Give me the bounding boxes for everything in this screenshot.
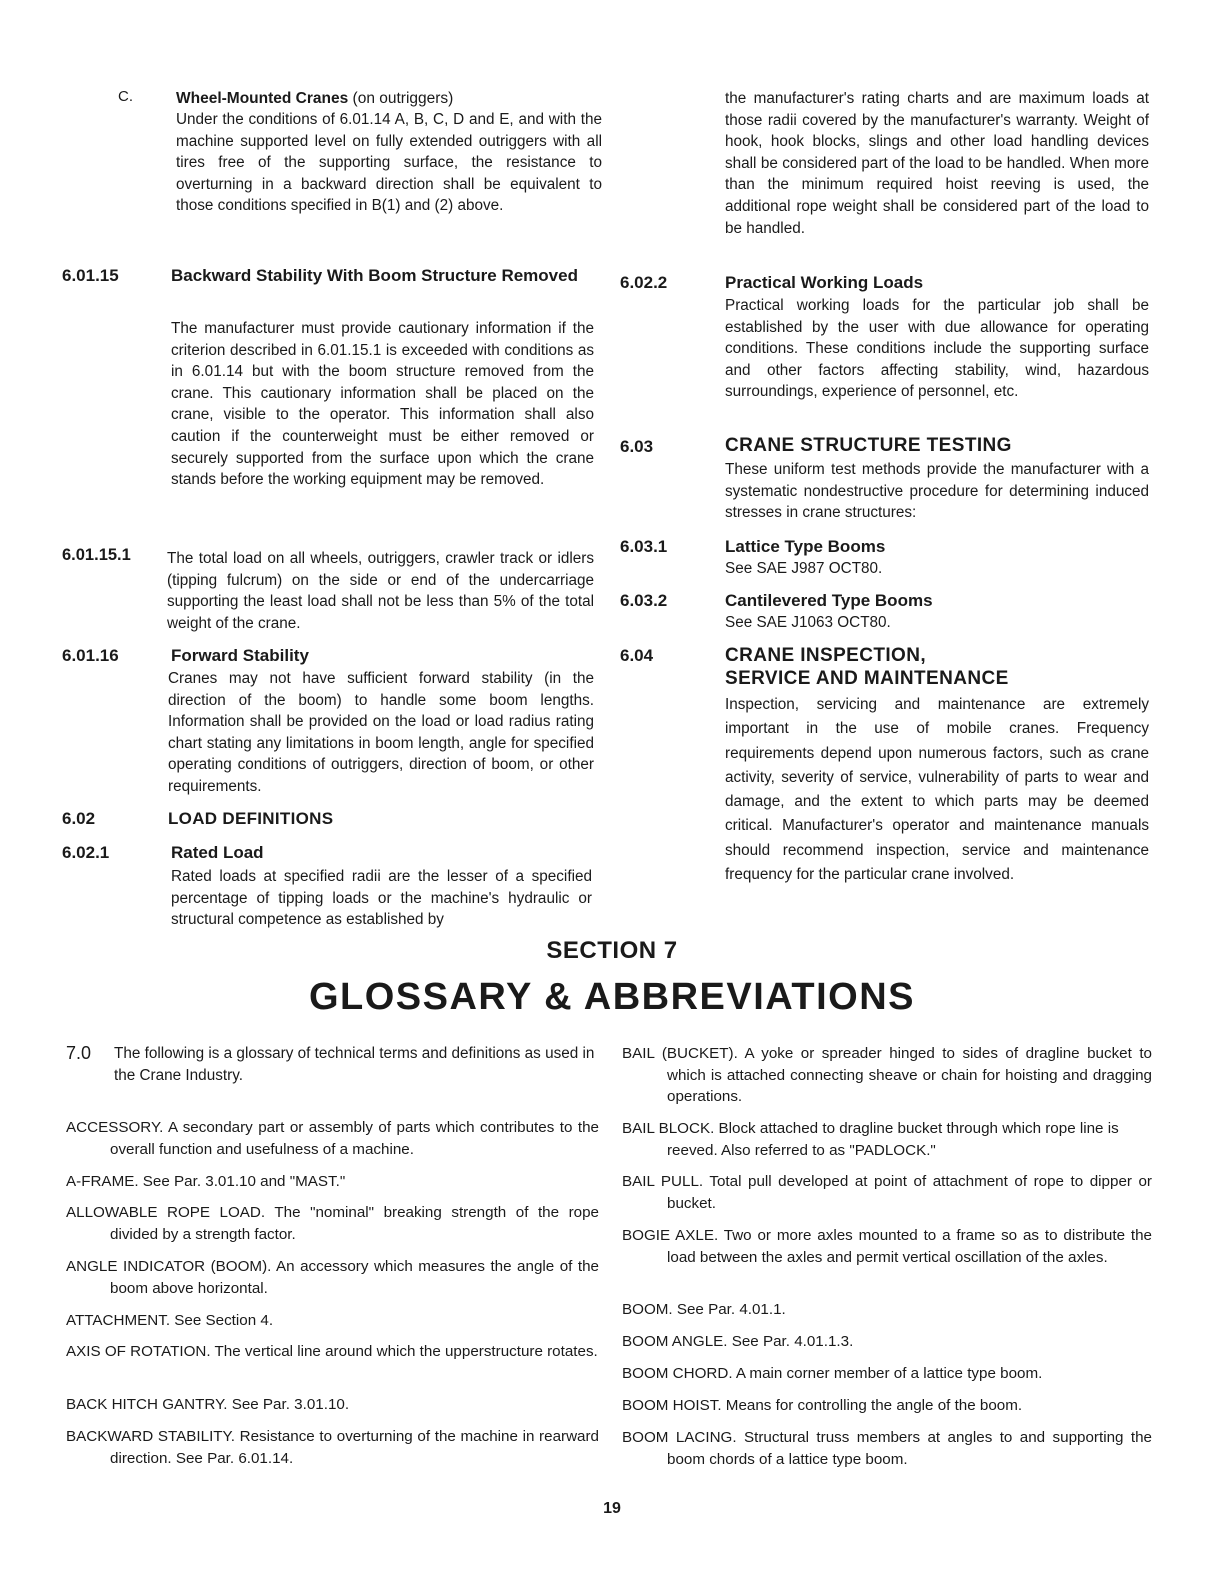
s604-heading-line1: CRANE INSPECTION, <box>725 645 927 666</box>
s60115-body: The manufacturer must provide cautionary information if the criterion described in 6.01.15.1 is exceeded with conditions as in 6.01.14 but with the boom structure removed from the crane. This cautionary information shall be placed on the crane, visible to the operator. This information shall also caution if the counterweight must be either removed or securely supported from the surface upon which the crane stands before the working equipment may be removed. <box>171 320 594 489</box>
s603-body: These uniform test methods provide the manufacturer with a systematic nondestructive procedure for determining induced stresses in crane structures: <box>725 461 1149 522</box>
glossary-entry: BACK HITCH GANTRY. See Par. 3.01.10. <box>66 1396 350 1413</box>
glossary-entry: BOOM LACING. Structural truss members at angles to and supporting the boom chords of a lattice type boom. <box>622 1429 1152 1468</box>
section-title: GLOSSARY & ABBREVIATIONS <box>308 976 916 1018</box>
s6032-heading: Cantilevered Type Booms <box>725 591 933 610</box>
s60116-heading: Forward Stability <box>171 646 309 665</box>
glossary-entry: BACKWARD STABILITY. Resistance to overturning of the machine in rearward direction. See Par. 6.01.14. <box>66 1428 599 1467</box>
s60116-body: Cranes may not have sufficient forward stability (in the direction of the boom) to handle some boom lengths. Information shall be provided on the load or load radius rating chart stating any limitations in boom length, angle for specified operating conditions of outriggers, direction of boom, or other requirements. <box>168 670 594 795</box>
s602-number: 6.02 <box>62 809 96 828</box>
s60115-number: 6.01.15 <box>62 266 119 285</box>
s6031-heading: Lattice Type Booms <box>725 537 886 556</box>
item-c-heading-line <box>176 88 602 109</box>
glossary-entry: ACCESSORY. A secondary part or assembly of parts which contributes to the overall function and usefulness of a machine. <box>66 1119 599 1158</box>
s6032-number: 6.03.2 <box>620 591 668 610</box>
glossary-intro-text: The following is a glossary of technical terms and definitions as used in the Crane Industry. <box>114 1045 595 1084</box>
glossary-entry: ANGLE INDICATOR (BOOM). An accessory which measures the angle of the boom above horizontal. <box>66 1258 599 1297</box>
rating-charts-continuation: the manufacturer's rating charts and are maximum loads at those radii covered by the manufacturer's warranty. Weight of hook, hook blocks, slings and other load handling devices shall be considered part of the load to be handled. When more than the minimum required hoist reeving is used, the additional rope weight shall be considered part of the load to be handled. <box>725 90 1149 237</box>
glossary-entry: BOOM ANGLE. See Par. 4.01.1.3. <box>622 1333 854 1350</box>
s6021-number: 6.02.1 <box>62 843 110 862</box>
glossary-entry: BAIL (BUCKET). A yoke or spreader hinged to sides of dragline bucket to which is attached connecting sheave or chain for hoisting and dragging operations. <box>622 1045 1152 1106</box>
s601151-number: 6.01.15.1 <box>62 546 131 564</box>
glossary-entry: BOGIE AXLE. Two or more axles mounted to a frame so as to distribute the load between the axles and permit vertical oscillation of the axles. <box>622 1227 1152 1266</box>
glossary-intro-number: 7.0 <box>66 1043 92 1063</box>
s604-number: 6.04 <box>620 646 654 665</box>
s6022-heading: Practical Working Loads <box>725 273 924 292</box>
page-number: 19 <box>603 1500 621 1517</box>
item-c-content <box>176 88 602 217</box>
glossary-entry: BOOM HOIST. Means for controlling the angle of the boom. <box>622 1397 1023 1414</box>
s603-number: 6.03 <box>620 437 654 456</box>
s6022-body: Practical working loads for the particular job shall be established by the user with due allowance for operating conditions. These conditions include the supporting surface and other factors affecting stability, wind, hazardous surroundings, experience of personnel, etc. <box>725 297 1149 401</box>
section-label: SECTION 7 <box>546 937 678 964</box>
glossary-entry: BAIL BLOCK. Block attached to dragline bucket through which rope line is reeved. Also referred to as "PADLOCK." <box>622 1120 1119 1159</box>
s6031-body: See SAE J987 OCT80. <box>725 560 883 577</box>
glossary-entry: AXIS OF ROTATION. The vertical line around which the upperstructure rotates. <box>66 1343 598 1360</box>
glossary-entry: ALLOWABLE ROPE LOAD. The "nominal" breaking strength of the rope divided by a strength factor. <box>66 1204 599 1243</box>
glossary-entry: ATTACHMENT. See Section 4. <box>66 1312 274 1329</box>
s6032-body: See SAE J1063 OCT80. <box>725 614 891 631</box>
glossary-entry: BOOM CHORD. A main corner member of a lattice type boom. <box>622 1365 1043 1382</box>
s60115-heading: Backward Stability With Boom Structure Removed <box>171 266 578 285</box>
s6021-body: Rated loads at specified radii are the lesser of a specified percentage of tipping loads or the machine's hydraulic or structural competence as established by <box>171 868 592 929</box>
glossary-entry: BOOM. See Par. 4.01.1. <box>622 1301 786 1318</box>
s604-body: Inspection, servicing and maintenance are extremely important in the use of mobile cranes. Frequency requirements depend upon numerous factors, such as crane activity, severity of service, vulnerability of parts to wear and damage, and the extent to which parts may be deemed critical. Manufacturer's operator and maintenance manuals should recommend inspection, service and maintenance frequency for the particular crane involved. <box>725 696 1149 884</box>
glossary-entry: BAIL PULL. Total pull developed at point of attachment of rope to dipper or bucket. <box>622 1173 1152 1212</box>
s6031-number: 6.03.1 <box>620 537 668 556</box>
item-c-body: Under the conditions of 6.01.14 A, B, C, D and E, and with the machine supported level on fully extended outriggers with all tires free of the supporting surface, the resistance to overturning in a backward direction shall be equivalent to those conditions specified in B(1) and (2) above. <box>176 111 602 215</box>
s6021-heading: Rated Load <box>171 843 264 862</box>
s604-heading-line2: SERVICE AND MAINTENANCE <box>725 668 1009 689</box>
item-c-heading: Wheel-Mounted Cranes <box>176 90 349 107</box>
item-c-letter: C. <box>118 88 133 105</box>
s601151-body: The total load on all wheels, outriggers, crawler track or idlers (tipping fulcrum) on the side or end of the undercarriage supporting the least load shall not be less than 5% of the total weight of the crane. <box>167 550 594 632</box>
s603-heading: CRANE STRUCTURE TESTING <box>725 435 1012 456</box>
s602-heading: LOAD DEFINITIONS <box>168 809 334 828</box>
s60116-number: 6.01.16 <box>62 646 119 665</box>
s6022-number: 6.02.2 <box>620 273 668 292</box>
item-c-heading-suffix: (on outriggers) <box>348 90 454 107</box>
glossary-entry: A-FRAME. See Par. 3.01.10 and "MAST." <box>66 1173 346 1190</box>
